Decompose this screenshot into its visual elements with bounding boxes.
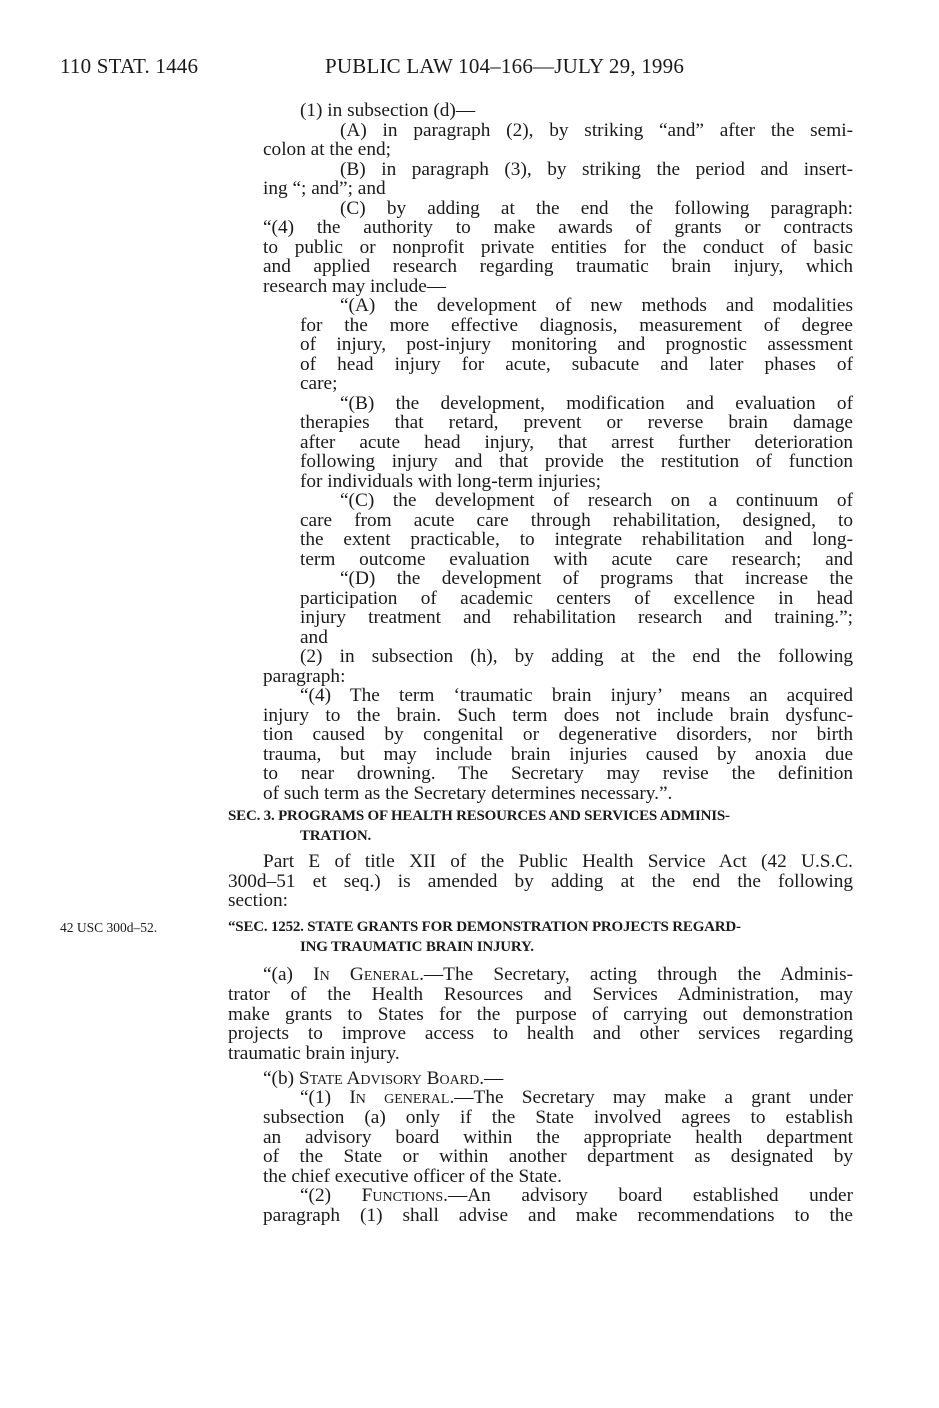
body-text-line: ing “; and”; and xyxy=(263,178,386,199)
body-text-line: care from acute care through rehabilitation, designed, to xyxy=(300,509,853,531)
body-text-line: “(B) the development, modification and evaluation of xyxy=(340,392,853,414)
paragraph-b2-first-line: “(2) Functions.—An advisory board established under xyxy=(300,1185,853,1206)
body-text-line: (B) in paragraph (3), by striking the period and insert- xyxy=(340,158,853,180)
body-text-line: after acute head injury, that arrest further deterioration xyxy=(300,431,853,453)
stat-page-number: 110 STAT. 1446 xyxy=(60,54,199,78)
public-law-header: PUBLIC LAW 104–166—JULY 29, 1996 xyxy=(325,54,685,78)
paragraph-b1-text-line: the chief executive officer of the State. xyxy=(263,1165,562,1187)
body-text-line: of head injury for acute, subacute and later phases of xyxy=(300,353,853,375)
usc-margin-note: 42 USC 300d–52. xyxy=(60,920,158,935)
paragraph-b1-first-line: “(1) In general.—The Secretary may make a grant under xyxy=(300,1087,853,1108)
section-3-heading-cont: TRATION. xyxy=(300,828,372,844)
body-text-line: trauma, but may include brain injuries caused by anoxia due xyxy=(263,743,853,765)
body-text-line: “(4) The term ‘traumatic brain injury’ means an acquired xyxy=(300,685,853,706)
body-text-line: injury to the brain. Such term does not include brain dysfunc- xyxy=(263,704,853,726)
subsection-a-text-line: projects to improve access to health and other services regarding xyxy=(228,1023,853,1044)
body-text-line: paragraph: xyxy=(263,665,346,687)
body-text-line: of injury, post-injury monitoring and prognostic assessment xyxy=(300,334,853,355)
subsection-b-line: “(b) State Advisory Board.— xyxy=(263,1068,504,1089)
body-text-line: the extent practicable, to integrate rehabilitation and long- xyxy=(300,529,853,550)
section-3-text-line: Part E of title XII of the Public Health Service Act (42 U.S.C. xyxy=(263,851,853,872)
body-text-line: therapies that retard, prevent or reverse brain damage xyxy=(300,412,853,433)
paragraph-b1-caption: In general xyxy=(349,1087,450,1108)
subsection-a-text-line: trator of the Health Resources and Services Administration, may xyxy=(228,984,853,1005)
subsection-a-caption: In General xyxy=(313,964,420,985)
body-text-line: (A) in paragraph (2), by striking “and” after the semi- xyxy=(340,119,853,141)
body-text-line: term outcome evaluation with acute care research; and xyxy=(300,548,853,570)
body-text-line: and applied research regarding traumatic brain injury, which xyxy=(263,256,853,277)
subsection-a-text-line: make grants to States for the purpose of carrying out demonstration xyxy=(228,1003,853,1025)
section-3-text-line: 300d–51 et seq.) is amended by adding at the end the following xyxy=(228,870,853,892)
section-3-text-line: section: xyxy=(228,890,288,911)
body-text-line: and xyxy=(300,626,328,648)
body-text-line: to public or nonprofit private entities for the conduct of basic xyxy=(263,236,853,258)
body-text-line: to near drowning. The Secretary may revise the definition xyxy=(263,763,853,784)
body-text-line: tion caused by congenital or degenerative disorders, nor birth xyxy=(263,724,853,745)
body-text-line: “(A) the development of new methods and modalities xyxy=(340,295,853,316)
paragraph-b2-caption: Functions xyxy=(361,1185,444,1206)
body-text-line: (C) by adding at the end the following paragraph: xyxy=(340,197,853,219)
body-text-line: research may include— xyxy=(263,275,447,297)
body-text-line: participation of academic centers of excellence in head xyxy=(300,587,853,609)
body-text-line: colon at the end; xyxy=(263,139,391,160)
body-text-line: “(4) the authority to make awards of grants or contracts xyxy=(263,217,853,238)
body-text-line: following injury and that provide the restitution of function xyxy=(300,451,853,472)
section-1252-heading: “SEC. 1252. STATE GRANTS FOR DEMONSTRATION PROJECTS REGARD- xyxy=(228,919,741,935)
body-text-line: for individuals with long-term injuries; xyxy=(300,470,601,492)
subsection-a-first-line: “(a) In General.—The Secretary, acting through the Adminis- xyxy=(263,964,853,985)
body-text-line: (2) in subsection (h), by adding at the end the following xyxy=(300,646,853,667)
paragraph-b2-text-line: paragraph (1) shall advise and make recommendations to the xyxy=(263,1205,853,1226)
body-text-line: care; xyxy=(300,373,338,394)
section-3-heading: SEC. 3. PROGRAMS OF HEALTH RESOURCES AND SERVICES ADMINIS- xyxy=(228,808,730,824)
paragraph-b1-text-line: an advisory board within the appropriate health department xyxy=(263,1126,853,1148)
subsection-a-text-line: traumatic brain injury. xyxy=(228,1042,400,1064)
body-text-line: injury treatment and rehabilitation research and training.”; xyxy=(300,607,853,628)
subsection-b-caption: State Advisory Board xyxy=(298,1068,480,1089)
body-text-line: “(D) the development of programs that increase the xyxy=(340,568,853,589)
paragraph-b1-text-line: of the State or within another department as designated by xyxy=(263,1146,853,1167)
body-text-line: (1) in subsection (d)— xyxy=(300,100,476,121)
body-text-line: for the more effective diagnosis, measurement of degree xyxy=(300,314,853,336)
section-1252-heading-cont: ING TRAUMATIC BRAIN INJURY. xyxy=(300,939,534,955)
body-text-line: of such term as the Secretary determines necessary.”. xyxy=(263,782,673,804)
body-text-line: “(C) the development of research on a continuum of xyxy=(340,490,853,511)
paragraph-b1-text-line: subsection (a) only if the State involved agrees to establish xyxy=(263,1107,853,1128)
